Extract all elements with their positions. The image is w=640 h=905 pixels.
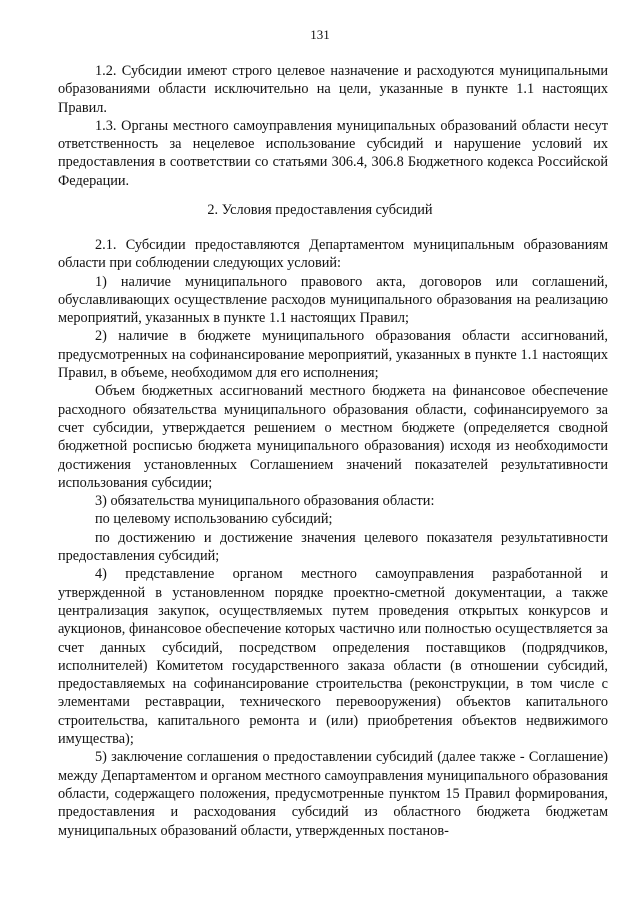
- intro-paragraphs: [58, 62, 608, 190]
- budget-volume-paragraph: Объем бюджетных ассигнований местного бюджета на финансовое обеспечение расходного обязательства муниципального образования области, софинансируемого за счет субсидии, утверждается решением о местном бюджете (определяется сводной бюджетной росписью бюджета муниципального образования) исходя из необходимости достижения установленных Соглашением значений показателей результативности использования субсидии;: [58, 383, 608, 491]
- condition-1: 1) наличие муниципального правового акта, договоров или соглашений, обуславливающих осуществление расходов муниципального образования на реализацию мероприятий, указанных в пункте 1.1 настоящих Правил;: [58, 273, 608, 327]
- paragraph-1-3: 1.3. Органы местного самоуправления муниципальных образований области несут ответственность за нецелевое использование субсидий и нарушение условий их предоставления в соответствии со статьями 306.4, 306.8 Бюджетного кодекса Российской Федерации.: [58, 117, 608, 189]
- page-number: 131: [310, 27, 330, 42]
- paragraph-2-1: 2.1. Субсидии предоставляются Департаментом муниципальным образованиям области при соблюдении следующих условий:: [58, 237, 608, 272]
- section-heading: 2. Условия предоставления субсидий: [207, 202, 433, 218]
- condition-5: 5) заключение соглашения о предоставлении субсидий (далее также - Соглашение) между Департаментом и органом местного самоуправления муниципального образования области, содержащего положения, предусмотренные пунктом 15 Правил формирования, предоставления и расходования субсидий из областного бюджета бюджетам муниципальных образований области, утвержденных постанов-: [58, 749, 608, 839]
- paragraph-1-2: 1.2. Субсидии имеют строго целевое назначение и расходуются муниципальными образованиями области исключительно на цели, указанные в пункте 1.1 настоящих Правил.: [58, 63, 608, 116]
- condition-3-item-a: по целевому использованию субсидий;: [95, 511, 333, 528]
- condition-3-item-b: по достижению и достижение значения целевого показателя результативности предоставления субсидий;: [58, 529, 608, 565]
- condition-4: 4) представление органом местного самоуправления разработанной и утвержденной в установленном порядке проектно-сметной документации, а также централизация закупок, осуществляемых путем проведения открытых конкурсов и аукционов, финансовое обеспечение которых частично или полностью осуществляется за счет данных субсидий, посредством определения поставщиков (подрядчиков, исполнителей) Комитетом государственного заказа области (в отношении субсидий, предоставляемых на софинансирование строительства (реконструкции, в том числе с элементами реставрации, технического перевооружения) объектов капитального строительства, капитального ремонта и (или) приобретения объектов недвижимого имущества);: [58, 566, 608, 748]
- section-2-paragraphs: [58, 236, 608, 840]
- condition-2: 2) наличие в бюджете муниципального образования области ассигнований, предусмотренных на софинансирование мероприятий, указанных в пункте 1.1 настоящих Правил, в объеме, необходимом для его исполнения;: [58, 328, 608, 382]
- condition-3: 3) обязательства муниципального образования области:: [95, 493, 435, 510]
